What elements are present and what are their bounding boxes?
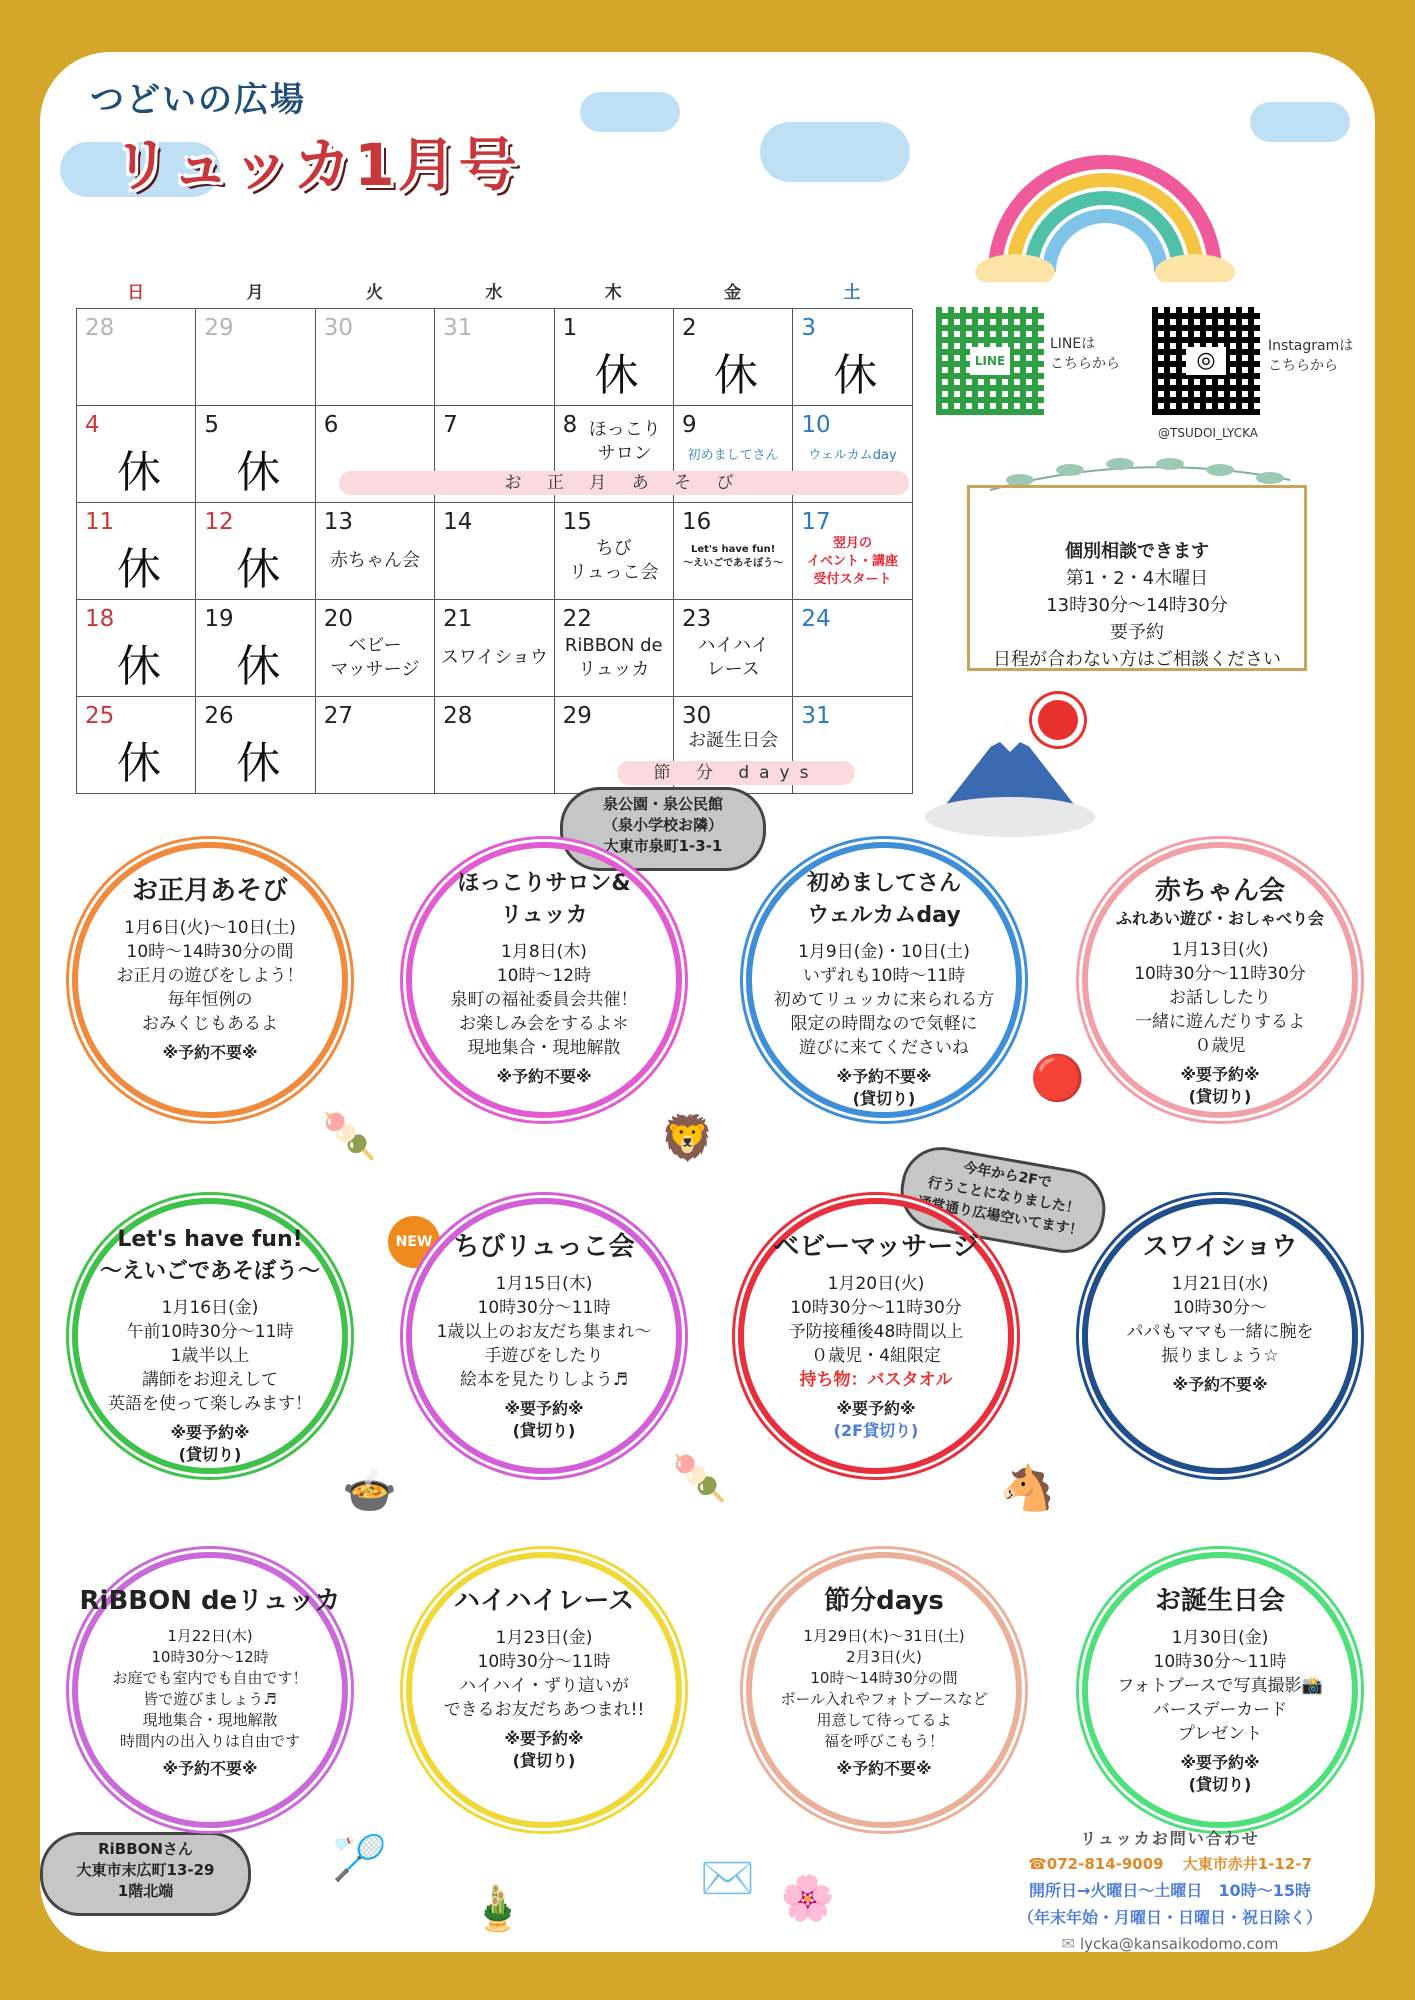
calendar-event: ベビー マッサージ (330, 635, 420, 680)
day-number: 30 (323, 315, 354, 341)
calendar-day (316, 600, 435, 697)
cloud-decoration (580, 92, 680, 132)
calendar-day (435, 503, 554, 600)
event-detail: 1月15日(木) (495, 1274, 593, 1294)
calendar-day (77, 600, 196, 697)
event-title: 節分days (824, 1586, 944, 1616)
line-label: LINEは こちらから (1050, 336, 1120, 372)
event-title: お正月あそび (131, 876, 288, 906)
day-number: 13 (323, 509, 354, 535)
closed-mark: 休 (236, 641, 281, 692)
event-detail: 講師をお迎えして (142, 1370, 278, 1390)
event-circle (1082, 842, 1358, 1118)
day-number: 17 (801, 509, 831, 535)
day-number: 7 (443, 412, 458, 438)
event-detail: お正月の遊びをしよう！ (116, 966, 304, 986)
event-reservation-note: ※要予約※ (貸切り) (1180, 1065, 1260, 1106)
calendar-grid (76, 308, 912, 794)
event-detail: パパもママも一緒に腕を (1126, 1322, 1314, 1342)
ozoni-bowl-icon: 🍲 (342, 1465, 397, 1516)
event-title: ちびリュっこ会 (453, 1232, 635, 1262)
event-circle (406, 1198, 682, 1474)
dango-icon: 🍡 (672, 1453, 727, 1504)
event-detail: フォトブースで写真撮影📸 (1117, 1676, 1323, 1696)
closed-mark: 休 (117, 447, 161, 498)
event-detail: 10時30分〜 (1172, 1298, 1268, 1318)
closed-mark: 休 (236, 738, 281, 789)
otoshidama-icon: ✉️ (700, 1853, 755, 1904)
event-detail: お庭でも室内でも自由です！ (112, 1669, 308, 1687)
event-reservation-note: ※予約不要※ (1172, 1375, 1268, 1394)
contact-address: 大東市赤井1-12-7 (1182, 1855, 1312, 1873)
calendar-day (435, 600, 554, 697)
event-title: ほっこりサロン& リュッカ (457, 871, 631, 928)
contact-closed-days: （年末年始・月曜日・日曜日・祝日除く） (1017, 1908, 1322, 1927)
new-badge: NEW (388, 1216, 440, 1268)
event-reservation-note: ※予約不要※ (496, 1067, 592, 1086)
event-detail: 1歳半以上 (170, 1346, 250, 1366)
event-detail: 1歳以上のお友だち集まれ〜 (436, 1322, 652, 1342)
calendar-day (674, 309, 793, 406)
day-number: 21 (443, 606, 473, 632)
event-reservation-note: ※予約不要※ (162, 1759, 258, 1778)
day-number: 3 (801, 315, 816, 341)
daruma-icon: 🔴 (1030, 1053, 1085, 1104)
event-detail: 10時〜12時 (496, 966, 592, 986)
event-detail: 10時〜14時30分の間 (126, 942, 294, 962)
weekday-fri: 金 (724, 283, 742, 303)
line-qr-code[interactable] (936, 307, 1044, 415)
event-detail: 10時30分〜11時30分 (790, 1298, 962, 1318)
instagram-handle: @TSUDOI_LYCKA (1158, 426, 1258, 440)
day-number: 29 (204, 315, 234, 341)
calendar-day (793, 503, 912, 600)
day-number: 24 (801, 606, 831, 632)
calendar-day (196, 503, 315, 600)
sun-icon (1038, 700, 1078, 740)
event-reservation-note: ※要予約※ (貸切り) (504, 1399, 584, 1440)
event-detail: 英語を使って楽しみます！ (108, 1394, 312, 1414)
calendar-event: スワイショウ (440, 647, 548, 668)
event-detail: いずれも10時〜11時 (802, 966, 966, 986)
event-title: 初めましてさん ウェルカムday (806, 871, 961, 928)
consult-title: 個別相談できます (1065, 541, 1209, 562)
event-detail: 限定の時間なので気軽に (790, 1014, 978, 1034)
day-number: 12 (204, 509, 234, 535)
day-number: 15 (562, 509, 592, 535)
event-detail: 1月13日(火) (1171, 940, 1269, 960)
cloud-decoration (1250, 102, 1350, 142)
event-reservation-note: ※要予約※ (貸切り) (170, 1423, 250, 1464)
event-detail: 泉町の福祉委員会共催！ (450, 990, 638, 1010)
calendar-day (316, 503, 435, 600)
calendar-day (77, 406, 196, 503)
header-title: リュッカ1月号 (112, 131, 520, 199)
weekday-tue: 火 (365, 283, 383, 303)
event-detail: 手遊びをしたり (484, 1346, 604, 1366)
floor-notice-bubble: 今年から2Fで 行うことになりました！ 通常通り広場空いてます！ (894, 1141, 1111, 1259)
event-reservation-note: ※予約不要※ (162, 1043, 258, 1062)
weekday-sat: 土 (843, 283, 861, 303)
event-detail: 現地集合・現地解散 (467, 1038, 621, 1058)
event-circle (738, 1198, 1014, 1474)
event-highlight: 持ち物：バスタオル (799, 1370, 953, 1390)
calendar-day (793, 600, 912, 697)
mail-icon: ✉ (1061, 1934, 1075, 1952)
day-number: 28 (85, 315, 115, 341)
horse-icon: 🐴 (1000, 1463, 1055, 1514)
setsubun-period-bar: 節 分 days (617, 761, 855, 785)
event-detail: 1月20日(火) (827, 1274, 925, 1294)
calendar-event: ハイハイ レース (697, 635, 769, 680)
cloud-decoration (760, 122, 910, 182)
event-title: Let's have fun! 〜えいごであそぼう〜 (99, 1227, 320, 1284)
event-detail: 1月9日(金)・10日(土) (798, 942, 970, 962)
day-number: 5 (204, 412, 220, 438)
event-circle (406, 842, 682, 1118)
event-circle (746, 1552, 1022, 1828)
event-detail: ０歳児 (1194, 1036, 1246, 1056)
contact-hours: 開所日→火曜日〜土曜日 10時〜15時 (1029, 1881, 1311, 1900)
event-detail: おみくじもあるよ (142, 1014, 278, 1034)
calendar-event: ウェルカムday (808, 448, 897, 463)
calendar-event: お誕生日会 (688, 730, 779, 751)
event-detail: 1月16日(金) (161, 1298, 259, 1318)
day-number: 8 (562, 412, 578, 438)
calendar-day (196, 406, 315, 503)
calendar-day (77, 697, 196, 794)
day-number: 20 (323, 606, 354, 632)
event-title: ハイハイレース (453, 1586, 635, 1616)
event-detail: 時間内の出入りは自由です (119, 1732, 300, 1750)
calendar-event: 初めましてさん (687, 448, 779, 463)
event-reservation-note: ※要予約※ (836, 1399, 916, 1418)
day-number: 10 (801, 412, 831, 438)
event-detail: ０歳児・4組限定 (811, 1346, 941, 1366)
event-detail: お楽しみ会をするよ＊ (459, 1014, 629, 1034)
day-number: 25 (85, 703, 115, 729)
calendar-event: ちび リュっこ会 (569, 538, 659, 583)
contact-heading: リュッカお問い合わせ (1080, 1829, 1260, 1848)
day-number: 29 (562, 703, 592, 729)
event-circle (72, 1198, 348, 1474)
weekday-sun: 日 (127, 283, 145, 303)
event-title: 赤ちゃん会 (1154, 876, 1285, 906)
event-detail: 1月23日(金) (495, 1628, 593, 1648)
day-number: 31 (801, 703, 831, 729)
day-number: 23 (681, 606, 712, 632)
day-number: 30 (681, 703, 712, 729)
event-circle (1082, 1198, 1358, 1474)
day-number: 9 (681, 412, 697, 438)
oshogatsu-period-bar: お 正 月 あ そ び (339, 471, 909, 495)
instagram-icon: ◎ (1186, 347, 1226, 375)
calendar-event: 翌月の イベント・講座 受付スタート (807, 536, 899, 587)
closed-mark: 休 (117, 641, 161, 692)
event-detail: 毎年恒例の (167, 990, 253, 1010)
event-detail: 福を呼びこもう！ (823, 1732, 944, 1750)
line-qr-label: LINE (970, 347, 1010, 375)
event-detail: ハイハイ・ずり這いが (459, 1676, 629, 1696)
kadomatsu-icon: 🎍 (470, 1883, 525, 1934)
event-subtitle: ふれあい遊び・おしゃべり会 (1115, 909, 1324, 928)
day-number: 19 (204, 606, 234, 632)
day-number: 4 (85, 412, 100, 438)
weekday-wed: 水 (485, 283, 503, 303)
event-circle (72, 1552, 348, 1828)
event-reservation-note: ※要予約※ (貸切り) (504, 1729, 584, 1770)
closed-mark: 休 (833, 350, 878, 401)
event-detail: 初めてリュッカに来られる方 (773, 990, 995, 1010)
event-circle (72, 842, 348, 1118)
event-detail: 1月21日(水) (1171, 1274, 1269, 1294)
event-detail: 10時30分〜11時 (477, 1298, 611, 1318)
contact-phone[interactable]: ☎072-814-9009 (1028, 1855, 1164, 1873)
consultation-box (967, 485, 1307, 671)
calendar-day (555, 503, 674, 600)
event-detail: 10時30分〜11時30分 (1134, 964, 1306, 984)
calendar-day (555, 600, 674, 697)
day-number: 11 (85, 509, 115, 535)
day-number: 22 (562, 606, 592, 632)
event-circle (746, 842, 1022, 1118)
day-number: 1 (562, 315, 578, 341)
event-detail: 絵本を見たりしよう♬ (459, 1370, 629, 1390)
event-detail: 一緒に遊んだりするよ (1135, 1012, 1305, 1032)
calendar-day (196, 600, 315, 697)
event-detail: 振りましょう☆ (1161, 1346, 1279, 1366)
event-detail: バースデーカード (1152, 1700, 1288, 1720)
event-detail: プレゼント (1177, 1724, 1263, 1744)
battledore-icon: 🏸 (332, 1833, 387, 1884)
closed-mark: 休 (236, 544, 281, 595)
calendar-event: Let's have fun! 〜えいごであそぼう〜 (683, 544, 784, 569)
event-detail: できるお友だちあつまれ!! (443, 1700, 645, 1720)
closed-mark: 休 (713, 350, 758, 401)
event-detail: 10時30分〜11時 (1153, 1652, 1287, 1672)
calendar-event: RiBBON de リュッカ (564, 635, 663, 680)
calendar-day (555, 309, 674, 406)
day-number: 14 (443, 509, 473, 535)
kagami-mochi-icon: 🍡 (322, 1111, 377, 1162)
instagram-qr-code[interactable] (1152, 307, 1260, 415)
event-detail: 遊びに来てくださいね (799, 1038, 969, 1058)
event-detail: 用意して待ってるよ (816, 1711, 952, 1729)
event-detail: 午前10時30分〜11時 (126, 1322, 294, 1342)
calendar-day (674, 503, 793, 600)
calendar-day (316, 309, 435, 406)
calendar-day (435, 697, 554, 794)
contact-email[interactable]: lycka@kansaikodomo.com (1079, 1935, 1279, 1952)
rainbow-icon (975, 122, 1235, 282)
event-reservation-note: ※予約不要※ (貸切り) (836, 1067, 932, 1108)
event-detail: 1月30日(金) (1171, 1628, 1269, 1648)
calendar-day (674, 600, 793, 697)
event-detail: ボール入れやフォトブースなど (780, 1690, 988, 1708)
day-number: 31 (443, 315, 473, 341)
day-number: 2 (681, 315, 697, 341)
event-detail: 2月3日(火) (846, 1648, 922, 1666)
calendar-day (77, 503, 196, 600)
lion-dance-icon: 🦁 (660, 1113, 715, 1164)
ribbon-venue-bubble: RiBBONさん 大東市末広町13-29 1階北端 (40, 1832, 251, 1916)
event-reservation-note: ※予約不要※ (836, 1759, 932, 1778)
day-number: 28 (443, 703, 473, 729)
event-title: ベビーマッサージ (773, 1232, 979, 1262)
closed-mark: 休 (117, 544, 161, 595)
event-detail: お話ししたり (1169, 988, 1271, 1008)
day-number: 18 (85, 606, 115, 632)
consult-reservation: 要予約 (1110, 622, 1164, 643)
weekday-mon: 月 (246, 283, 264, 303)
closed-mark: 休 (594, 350, 639, 401)
event-detail: 1月8日(木) (501, 942, 587, 962)
flyer-paper (40, 52, 1375, 1952)
event-detail: 皆で遊びましょう♬ (143, 1690, 277, 1708)
calendar-day (196, 309, 315, 406)
event-detail: 10時30分〜11時 (477, 1652, 611, 1672)
event-circle (406, 1552, 682, 1828)
consult-time: 13時30分〜14時30分 (1046, 595, 1228, 616)
event-detail: 1月6日(火)〜10日(土) (124, 918, 296, 938)
event-title: スワイショウ (1142, 1232, 1298, 1262)
closed-mark: 休 (236, 447, 281, 498)
closed-mark: 休 (117, 738, 161, 789)
event-detail: 予防接種後48時間以上 (788, 1322, 964, 1342)
calendar-day (77, 309, 196, 406)
header-subtitle: つどいの広場 (90, 80, 306, 120)
calendar-day (316, 697, 435, 794)
calendar-weekday-header (76, 278, 912, 308)
instagram-label: Instagramは こちらから (1268, 338, 1354, 374)
consult-note: 日程が合わない方はご相談ください (993, 649, 1281, 670)
event-detail: 10時〜14時30分の間 (810, 1669, 958, 1687)
venue-bubble: 泉公園・泉公民館 （泉小学校お隣） 大東市泉町1-3-1 (560, 787, 766, 871)
event-detail: 1月22日(木) (167, 1627, 253, 1645)
day-number: 16 (681, 509, 712, 535)
event-floor-note: (2F貸切り) (833, 1421, 919, 1440)
event-detail: 10時30分〜12時 (151, 1648, 269, 1666)
event-title: お誕生日会 (1154, 1586, 1285, 1616)
weekday-thu: 木 (604, 283, 622, 303)
contact-info (990, 1826, 1350, 1952)
event-detail: 現地集合・現地解散 (142, 1711, 278, 1729)
calendar-day (793, 309, 912, 406)
event-reservation-note: ※要予約※ (貸切り) (1180, 1753, 1260, 1794)
event-circle (1082, 1552, 1358, 1828)
fuku-plum-icon: 🌸 (780, 1873, 835, 1924)
calendar (76, 278, 912, 794)
calendar-day (196, 697, 315, 794)
calendar-day (435, 309, 554, 406)
day-number: 26 (204, 703, 234, 729)
event-detail: 1月29日(木)〜31日(土) (803, 1627, 965, 1645)
day-number: 6 (323, 412, 339, 438)
consult-days: 第1・2・4木曜日 (1065, 568, 1209, 589)
event-title: RiBBON deリュッカ (79, 1586, 341, 1616)
day-number: 27 (323, 703, 354, 729)
calendar-event: 赤ちゃん会 (329, 550, 420, 571)
calendar-event: ほっこり サロン (588, 419, 661, 464)
